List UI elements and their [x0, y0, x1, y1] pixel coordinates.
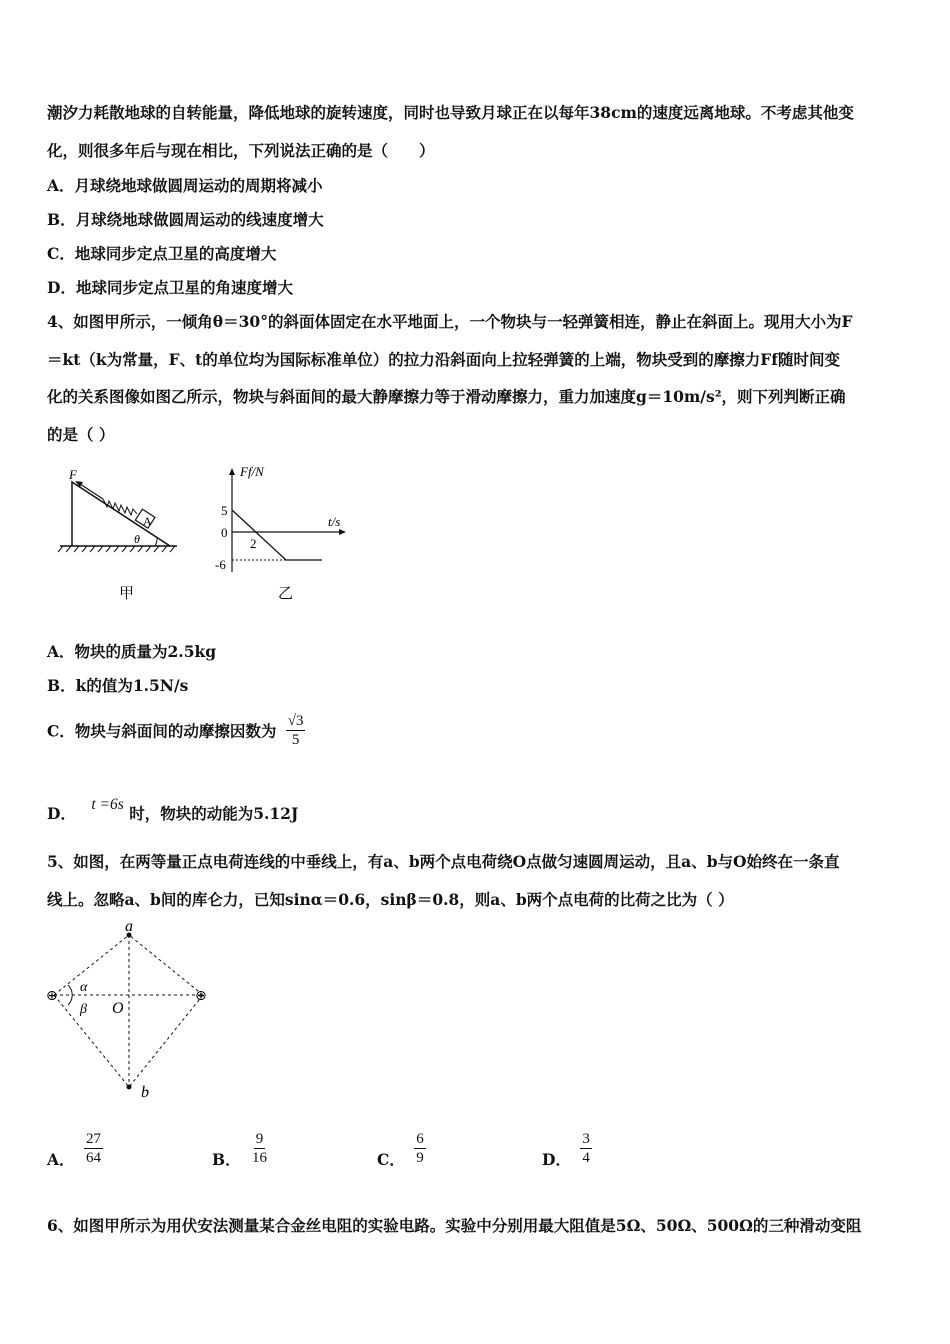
ground-hatch	[58, 546, 175, 552]
q4-option-c-fraction	[286, 712, 306, 749]
q5-stem-line2: 线上。忽略a、b间的库仑力，已知sinα＝0.6，sinβ＝0.8，则a、b两个点电荷的比荷之比为（ ）	[47, 890, 734, 909]
y-axis-label: Ff/N	[240, 464, 264, 479]
q3-option-d: D．地球同步定点卫星的角速度增大	[47, 278, 293, 297]
q3-stem-line2: 化，则很多年后与现在相比，下列说法正确的是（ ）	[47, 141, 435, 160]
fraction-numerator: 6	[416, 1131, 424, 1147]
angle-arc	[155, 538, 157, 546]
tick-2: 2	[250, 536, 257, 551]
fraction-denominator: 9	[416, 1150, 424, 1166]
fig-caption-yi: 乙	[278, 584, 294, 602]
tick-neg6: -6	[215, 557, 226, 572]
q3-option-a: A．月球绕地球做圆周运动的周期将减小	[47, 176, 323, 195]
q5-option-a	[47, 1130, 103, 1167]
option-label: C．	[377, 1149, 405, 1169]
label-beta: β	[80, 1002, 87, 1017]
fraction-denominator: 64	[85, 1150, 101, 1166]
q4-option-b: B．k的值为1.5N/s	[47, 676, 189, 695]
tick-5: 5	[221, 503, 228, 518]
fig-caption-jia: 甲	[119, 584, 135, 602]
fraction-numerator: 9	[255, 1131, 264, 1147]
x-axis-label: t/s	[328, 514, 341, 529]
right-charge: ⊕	[195, 988, 207, 1004]
q4-option-c-text: C．物块与斜面间的动摩擦因数为	[47, 721, 277, 741]
q5-option-d	[542, 1130, 592, 1167]
label-o: O	[112, 1000, 124, 1017]
option-fraction	[250, 1130, 269, 1167]
q4-option-d	[47, 792, 299, 823]
dashed-lines	[54, 935, 203, 1087]
force-label: F	[69, 467, 77, 482]
q5-stem-line1: 5、如图，在两等量正点电荷连线的中垂线上，有a、b两个点电荷绕O点做匀速圆周运动，且a、b与O始终在一条直	[47, 852, 840, 871]
friction-curve	[232, 510, 322, 560]
angle-label: θ	[134, 532, 140, 546]
fraction-numerator: √3	[287, 713, 304, 729]
fraction-numerator: 27	[85, 1131, 101, 1147]
q5-option-c	[377, 1130, 426, 1167]
option-fraction	[84, 1130, 103, 1167]
q4-stem-line2: ＝kt（k为常量，F、t的单位均为国际标准单位）的拉力沿斜面向上拉轻弹簧的上端，物块受到的摩擦力Ff随时间变	[47, 350, 840, 369]
label-alpha: α	[80, 980, 88, 995]
fraction-numerator: 3	[582, 1131, 590, 1147]
q4-stem-line4: 的是（ ）	[47, 425, 115, 444]
left-charge: ⊕	[46, 988, 58, 1004]
option-fraction	[414, 1130, 426, 1167]
fraction-denominator: 5	[291, 732, 300, 748]
block-label: A	[143, 514, 152, 528]
q5-option-b	[212, 1130, 269, 1167]
friction-graph	[210, 460, 360, 605]
option-fraction	[580, 1130, 592, 1167]
point-b	[127, 1085, 132, 1090]
q4-stem-line1: 4、如图甲所示，一倾角θ＝30°的斜面体固定在水平地面上，一个物块与一轻弹簧相连，静止在斜面上。现用大小为F	[47, 312, 853, 331]
option-label: A．	[47, 1149, 75, 1169]
q4-option-a: A．物块的质量为2.5kg	[47, 642, 217, 661]
q4-stem-line3: 化的关系图像如图乙所示，物块与斜面间的最大静摩擦力等于滑动摩擦力，重力加速度g＝10m/s²，则下列判断正确	[47, 387, 846, 406]
label-b: b	[141, 1084, 149, 1101]
incline-body	[72, 482, 170, 546]
fraction-denominator: 4	[582, 1150, 590, 1166]
y-axis-arrowhead	[229, 468, 235, 475]
option-label: B．	[212, 1149, 241, 1169]
q6-stem-line1: 6、如图甲所示为用伏安法测量某合金丝电阻的实验电路。实验中分别用最大阻值是5Ω、50Ω、500Ω的三种滑动变阻	[47, 1216, 862, 1235]
charge-figure	[40, 915, 220, 1105]
q4-option-d-formula: t =6s	[91, 796, 124, 813]
q3-option-c: C．地球同步定点卫星的高度增大	[47, 244, 277, 263]
q4-option-c	[47, 712, 305, 749]
fraction-denominator: 16	[252, 1150, 268, 1166]
x-axis-arrowhead	[339, 529, 346, 535]
q4-option-d-label: D．	[47, 804, 76, 823]
option-label: D．	[542, 1149, 571, 1169]
label-a: a	[125, 918, 133, 935]
q3-stem-line1: 潮汐力耗散地球的自转能量，降低地球的旋转速度，同时也导致月球正在以每年38cm的速度远离地球。不考虑其他变	[47, 103, 854, 122]
q4-option-d-text: 时，物块的动能为5.12J	[129, 804, 299, 823]
incline-figure	[55, 460, 185, 605]
q3-option-b: B．月球绕地球做圆周运动的线速度增大	[47, 210, 324, 229]
tick-0: 0	[221, 525, 228, 540]
